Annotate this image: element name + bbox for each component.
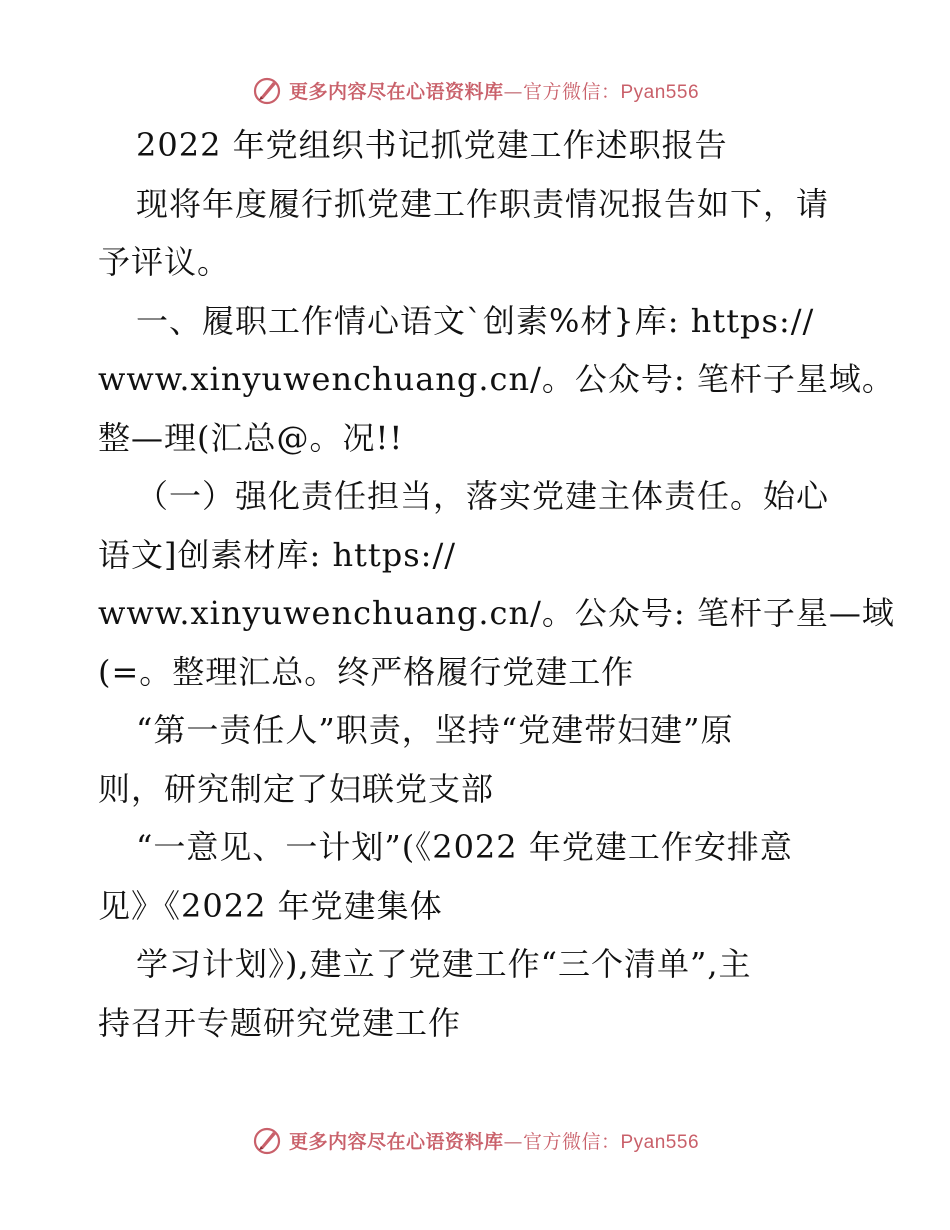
paragraph-line: 则，研究制定了妇联党支部 bbox=[98, 769, 495, 808]
quill-pen-seal-icon bbox=[251, 1124, 283, 1156]
footer-watermark bbox=[0, 1120, 950, 1160]
watermark-text: 更多内容尽在心语资料库—官方微信：Pyan556 bbox=[288, 80, 700, 103]
paragraph-line: 现将年度履行抓党建工作职责情况报告如下，请 bbox=[136, 184, 830, 223]
paragraph-line: 学习计划》),建立了党建工作“三个清单”,主 bbox=[136, 945, 752, 983]
paragraph-line: 见》《2022 年党建集体 bbox=[98, 886, 443, 925]
quill-pen-seal-icon bbox=[251, 74, 283, 106]
document-body bbox=[98, 116, 895, 1052]
subsection-heading: （一）强化责任担当，落实党建主体责任。始心 bbox=[136, 477, 830, 515]
paragraph-line: 予评议。 bbox=[98, 243, 231, 281]
header-watermark bbox=[0, 70, 950, 110]
watermark-text: 更多内容尽在心语资料库—官方微信：Pyan556 bbox=[288, 1130, 700, 1153]
paragraph-line: www.xinyuwenchuang.cn/。公众号: 笔杆子星—域 bbox=[98, 594, 895, 632]
paragraph-line: “一意见、一计划”(《2022 年党建工作安排意 bbox=[136, 828, 793, 866]
paragraph-line: 整—理(汇总@。况!! bbox=[98, 418, 404, 457]
section-heading: 一、履职工作情心语文`创素%材}库: https:// bbox=[136, 301, 815, 340]
paragraph-line: 语文]创素材库: https:// bbox=[98, 535, 457, 574]
paragraph-line: www.xinyuwenchuang.cn/。公众号: 笔杆子星域。 bbox=[98, 360, 895, 398]
paragraph-line: 持召开专题研究党建工作 bbox=[98, 1003, 462, 1042]
paragraph-line: “第一责任人”职责，坚持“党建带妇建”原 bbox=[136, 711, 734, 749]
document-title: 2022 年党组织书记抓党建工作述职报告 bbox=[136, 126, 728, 164]
paragraph-line: (=。整理汇总。终严格履行党建工作 bbox=[98, 652, 635, 691]
